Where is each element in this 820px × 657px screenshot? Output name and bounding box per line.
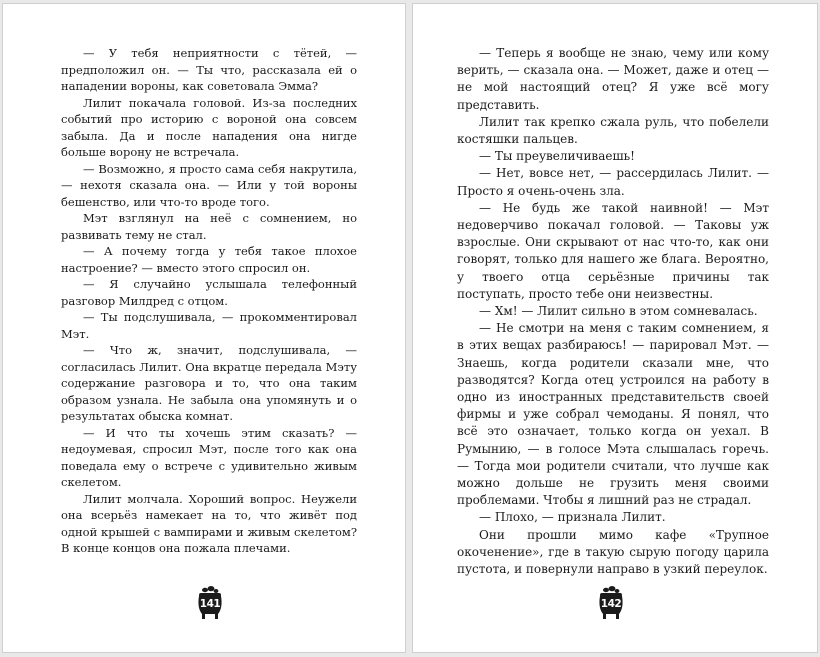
paragraph: Лилит покачала головой. Из-за последних событий про историю с вороной она совсем забыла. Да и после нападения она нигде больше ворону не встречала. <box>61 95 357 159</box>
page-number-cauldron-badge <box>196 585 224 621</box>
paragraph: — Ты подслушивала, — прокомментировал Мэт. <box>61 310 357 341</box>
page-number: 141 <box>199 598 221 610</box>
paragraph: — Не смотри на меня с таким сомнением, я в этих вещах разбираюсь! — парировал Мэт. — Знаешь, когда родители сказали мне, что разводятся? Когда отец устроился на работу в одно из иностранных представительств своей фирмы и уже собрал чемоданы. Я понял, что всё это означает, только когда он уехал. В Румынию, — в голосе Мэта слышалась горечь. — Тогда мои родители считали, что лучше как можно дольше не грузить меня своими проблемами. Чтобы я лишний раз не страдал. <box>457 321 769 508</box>
paragraph: Они прошли мимо кафе «Трупное окоченение», где в такую сырую погоду царила пустота, и повернули направо в узкий переулок. <box>457 527 769 577</box>
paragraph: Лилит так крепко сжала руль, что побелели костяшки пальцев. <box>457 114 769 147</box>
paragraph: — Плохо, — признала Лилит. <box>479 510 666 525</box>
paragraph: — Что ж, значит, подслушивала, — согласилась Лилит. Она вкратце передала Мэту содержание разговора и то, что она таким образом узнала. Не забыла она упомянуть и о результатах обыска комнат. <box>61 343 357 423</box>
paragraph: — Не будь же такой наивной! — Мэт недоверчиво покачал головой. — Таковы уж взрослые. Они скрывают от нас что-то, как они говорят, только для нашего же блага. Вероятно, у твоего отца серьёзные причины так поступать, просто тебе они неизвестны. <box>457 200 769 301</box>
paragraph: Лилит молчала. Хороший вопрос. Неужели она всерьёз намекает на то, что живёт под одной крышей с вампирами и живым скелетом? В конце концов она пожала плечами. <box>61 491 357 555</box>
right-page <box>412 3 818 653</box>
left-page-text <box>61 45 357 557</box>
paragraph: — Я случайно услышала телефонный разговор Милдред с отцом. <box>61 277 357 308</box>
paragraph: — И что ты хочешь этим сказать? — недоумевая, спросил Мэт, после того как она поведала ему о встрече с удивительно живым скелетом. <box>61 425 357 489</box>
left-page <box>2 3 406 653</box>
paragraph: — Возможно, я просто сама себя накрутила, — нехотя сказала она. — Или у той вороны бешенство, или что-то вроде того. <box>61 161 357 209</box>
page-number-cauldron-badge <box>597 585 625 621</box>
paragraph: Мэт взглянул на неё с сомнением, но развивать тему не стал. <box>61 211 357 242</box>
paragraph: — А почему тогда у тебя такое плохое настроение? — вместо этого спросил он. <box>61 244 357 275</box>
paragraph: — Теперь я вообще не знаю, чему или кому верить, — сказала она. — Может, даже и отец — не мой настоящий отец? Я уже всё могу представить. <box>457 46 769 112</box>
right-page-text <box>457 45 769 578</box>
paragraph: — Нет, вовсе нет, — рассердилась Лилит. — Просто я очень-очень зла. <box>457 166 769 198</box>
paragraph: — Хм! — Лилит сильно в этом сомневалась. <box>479 304 758 319</box>
paragraph: — Ты преувеличиваешь! <box>479 149 635 164</box>
page-number: 142 <box>600 598 622 610</box>
paragraph: — У тебя неприятности с тётей, — предположил он. — Ты что, рассказала ей о нападении вороны, как советовала Эмма? <box>61 46 357 93</box>
